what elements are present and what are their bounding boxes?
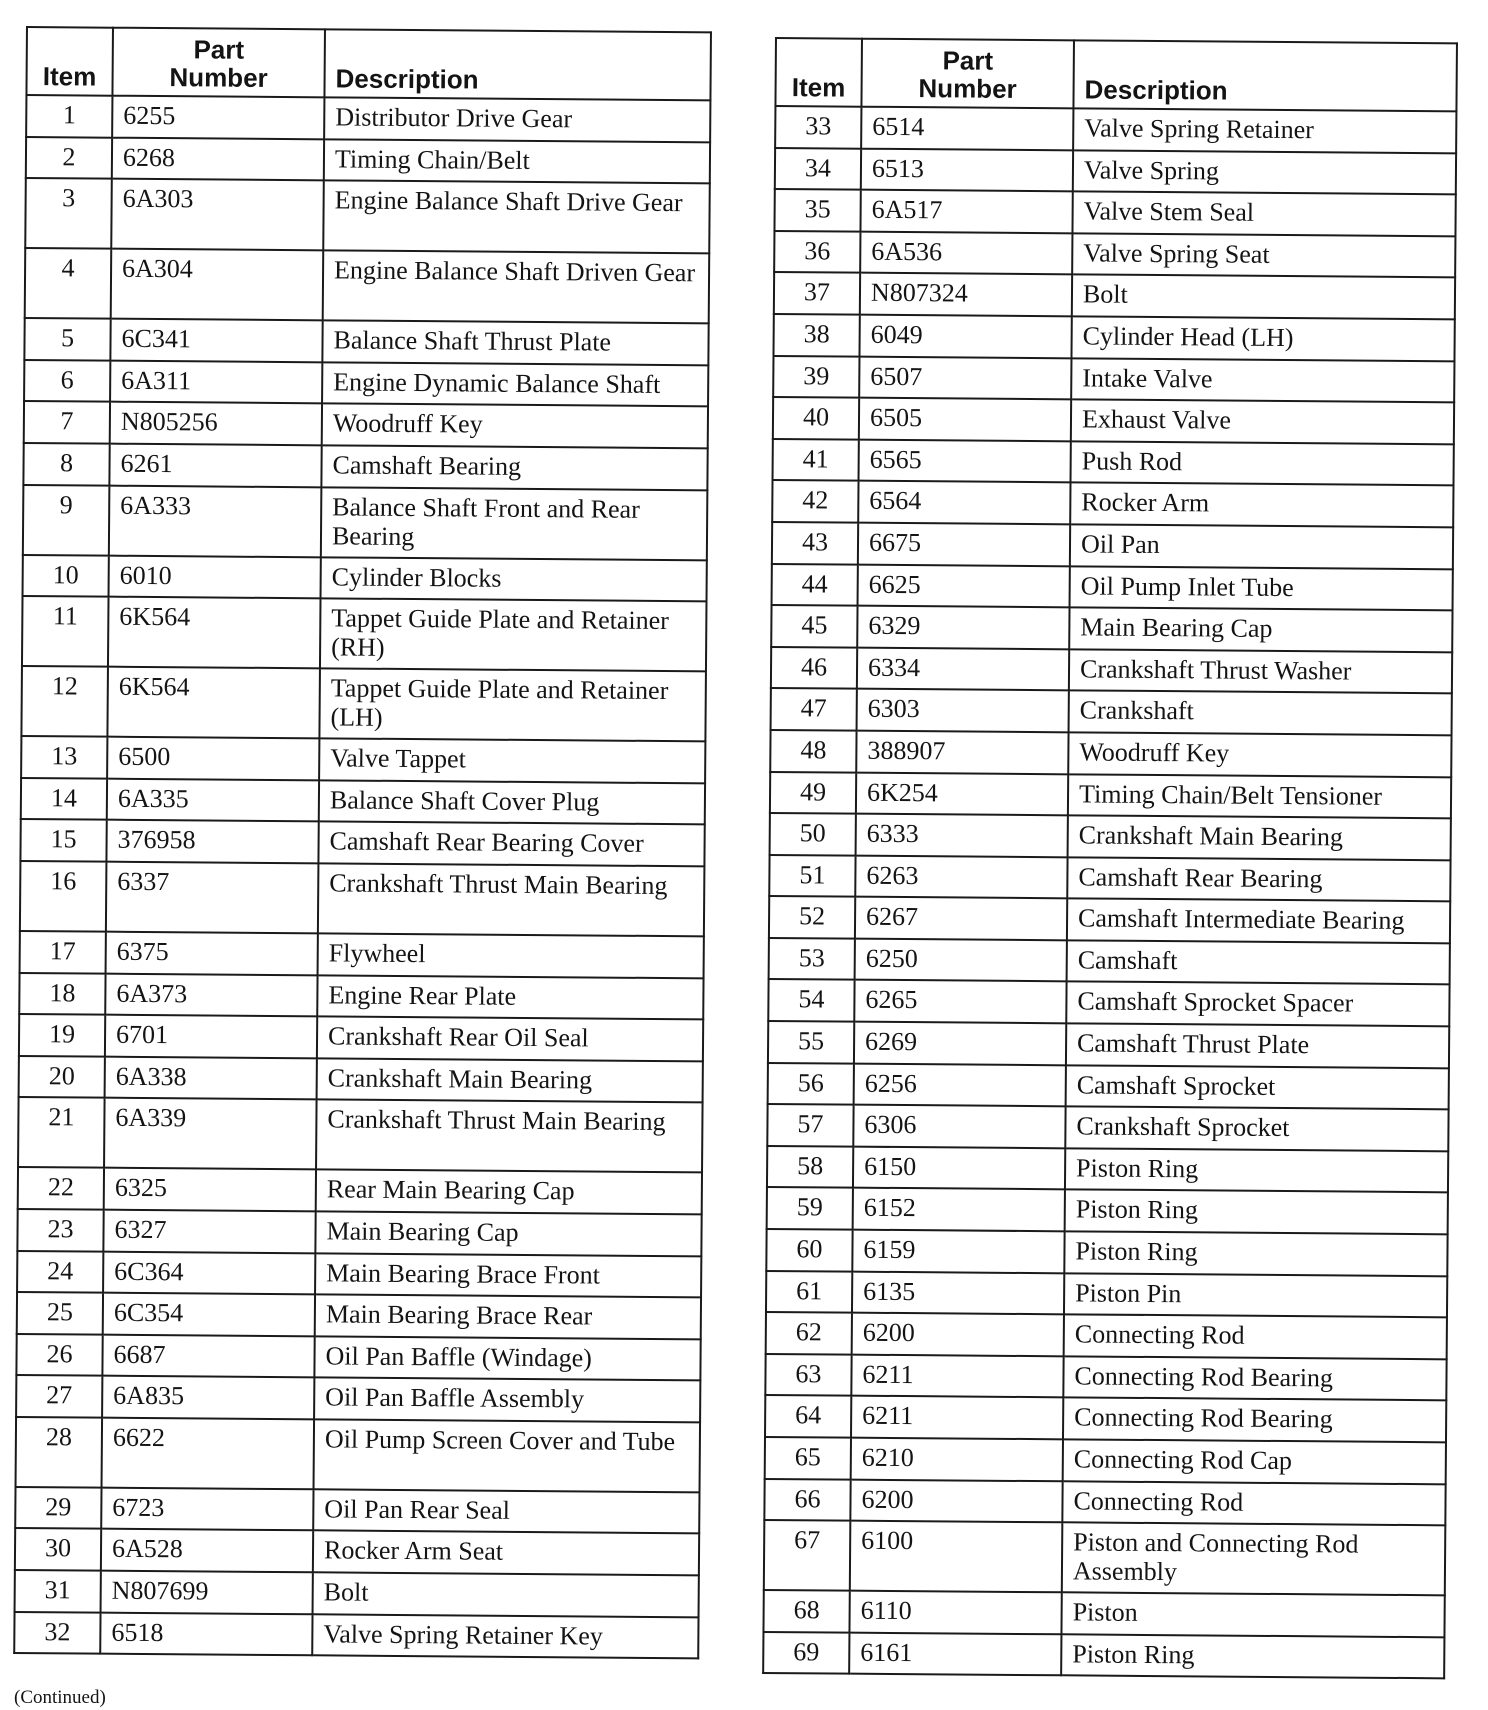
- description-cell: Woodruff Key: [1068, 732, 1451, 777]
- table-row: [20, 861, 705, 936]
- item-cell: 24: [17, 1250, 103, 1292]
- part-number-cell: 6A517: [860, 190, 1072, 233]
- table-row: [765, 1354, 1446, 1401]
- description-cell: Rear Main Bearing Cap: [316, 1170, 702, 1215]
- part-number-cell: 6161: [849, 1632, 1061, 1675]
- table-row: [763, 1590, 1444, 1637]
- item-cell: 52: [769, 896, 855, 938]
- part-number-cell: 6159: [852, 1230, 1064, 1273]
- table-row: [21, 666, 706, 741]
- table-row: [774, 272, 1455, 319]
- description-cell: Bolt: [1072, 275, 1455, 320]
- description-cell: Camshaft Sprocket Spacer: [1066, 982, 1449, 1027]
- item-cell: 61: [766, 1271, 852, 1313]
- description-cell: Flywheel: [318, 933, 704, 978]
- table-row: [25, 248, 710, 323]
- table-row: [772, 480, 1453, 527]
- part-number-cell: 6723: [101, 1488, 313, 1531]
- item-cell: 44: [772, 564, 858, 606]
- description-cell: Connecting Rod Cap: [1063, 1439, 1446, 1484]
- description-cell: Exhaust Valve: [1071, 399, 1454, 444]
- item-cell: 13: [21, 736, 107, 778]
- description-cell: Oil Pan Rear Seal: [313, 1489, 699, 1534]
- item-cell: 9: [23, 485, 110, 556]
- parts-table-left: [13, 26, 712, 1660]
- description-cell: Woodruff Key: [322, 404, 708, 449]
- item-cell: 57: [767, 1104, 853, 1146]
- description-cell: Piston: [1061, 1592, 1444, 1637]
- table-row: [23, 555, 707, 602]
- part-number-cell: 6A528: [101, 1529, 313, 1572]
- item-cell: 2: [26, 137, 112, 179]
- table-row: [772, 564, 1453, 611]
- part-number-cell: 6329: [857, 606, 1069, 649]
- table-row: [23, 443, 707, 490]
- description-cell: Timing Chain/Belt: [324, 139, 710, 184]
- part-number-cell: 6K564: [108, 597, 321, 669]
- header-part-number: [112, 28, 325, 98]
- description-cell: Balance Shaft Thrust Plate: [322, 321, 708, 366]
- part-number-cell: 6A338: [105, 1056, 317, 1099]
- item-cell: 66: [764, 1479, 850, 1521]
- table-row: [763, 1632, 1444, 1679]
- part-number-cell: 6268: [112, 137, 324, 180]
- part-number-cell: 6334: [857, 647, 1069, 690]
- item-cell: 39: [773, 356, 859, 398]
- table-row: [771, 605, 1452, 652]
- table-row: [775, 148, 1456, 195]
- part-number-cell: 6A339: [104, 1098, 317, 1170]
- table-row: [16, 1375, 700, 1422]
- part-number-cell: 6211: [851, 1396, 1063, 1439]
- table-row: [16, 1334, 700, 1381]
- part-number-cell: N807699: [101, 1571, 313, 1614]
- item-cell: 22: [18, 1167, 104, 1209]
- part-number-cell: 6200: [850, 1479, 1062, 1522]
- item-cell: 63: [765, 1354, 851, 1396]
- part-number-cell: 6675: [858, 523, 1070, 566]
- description-cell: Crankshaft Main Bearing: [1068, 815, 1451, 860]
- table-row: [18, 1097, 703, 1172]
- part-number-cell: 6C354: [103, 1293, 315, 1336]
- table-row: [775, 106, 1456, 153]
- part-number-cell: 6518: [100, 1612, 312, 1655]
- part-number-cell: 6K254: [856, 772, 1068, 815]
- table-row: [767, 1104, 1448, 1151]
- header-description: Description: [324, 29, 711, 100]
- table-row: [20, 931, 704, 978]
- table-row: [15, 1487, 699, 1534]
- item-cell: 59: [767, 1187, 853, 1229]
- item-cell: 62: [766, 1312, 852, 1354]
- description-cell: Balance Shaft Cover Plug: [319, 780, 705, 825]
- item-cell: 37: [774, 272, 860, 314]
- item-cell: 53: [769, 938, 855, 980]
- item-cell: 32: [14, 1612, 100, 1654]
- part-number-cell: 6049: [859, 315, 1071, 358]
- part-number-cell: 6150: [853, 1146, 1065, 1189]
- part-number-cell: 6505: [859, 398, 1071, 441]
- item-cell: 56: [768, 1063, 854, 1105]
- part-number-cell: 6C341: [110, 319, 322, 362]
- description-cell: Crankshaft Thrust Main Bearing: [316, 1100, 703, 1173]
- table-row: [764, 1479, 1445, 1526]
- description-cell: Camshaft Intermediate Bearing: [1067, 899, 1450, 944]
- header-description: Description: [1073, 40, 1457, 111]
- description-cell: Rocker Arm Seat: [313, 1531, 699, 1576]
- item-cell: 6: [24, 360, 110, 402]
- description-cell: Main Bearing Cap: [315, 1211, 701, 1256]
- part-number-cell: 6152: [853, 1188, 1065, 1231]
- part-number-cell: 6325: [104, 1168, 316, 1211]
- item-cell: 48: [770, 730, 856, 772]
- header-part-line1: Part: [942, 45, 994, 76]
- table-row: [772, 522, 1453, 569]
- item-cell: 36: [774, 231, 860, 273]
- item-cell: 68: [763, 1590, 849, 1632]
- item-cell: 40: [773, 397, 859, 439]
- description-cell: Crankshaft Rear Oil Seal: [317, 1016, 703, 1061]
- part-number-cell: 6500: [107, 737, 319, 780]
- item-cell: 49: [770, 771, 856, 813]
- table-row: [24, 360, 708, 407]
- part-number-cell: 6333: [856, 814, 1068, 857]
- description-cell: Rocker Arm: [1070, 483, 1453, 528]
- item-cell: 8: [23, 443, 109, 485]
- part-number-cell: 6337: [106, 862, 319, 934]
- part-number-cell: 6265: [854, 980, 1066, 1023]
- header-part-line1: Part: [193, 34, 245, 65]
- item-cell: 20: [19, 1056, 105, 1098]
- part-number-cell: 6269: [854, 1022, 1066, 1065]
- part-number-cell: 6514: [861, 107, 1073, 150]
- table-row: [25, 178, 710, 253]
- table-row: [21, 778, 705, 825]
- item-cell: 46: [771, 647, 857, 689]
- item-cell: 27: [16, 1375, 102, 1417]
- item-cell: 16: [20, 861, 107, 932]
- part-number-cell: N807324: [860, 273, 1072, 316]
- table-row: [767, 1187, 1448, 1234]
- table-row: [765, 1395, 1446, 1442]
- item-cell: 35: [774, 189, 860, 231]
- description-cell: Connecting Rod Bearing: [1063, 1398, 1446, 1443]
- description-cell: Oil Pan: [1070, 524, 1453, 569]
- item-cell: 43: [772, 522, 858, 564]
- table-row: [26, 137, 710, 184]
- part-number-cell: 6A335: [107, 778, 319, 821]
- part-number-cell: 6100: [850, 1521, 1063, 1593]
- description-cell: Crankshaft Thrust Main Bearing: [318, 863, 705, 936]
- table-row: [773, 356, 1454, 403]
- table-row: [774, 189, 1455, 236]
- part-number-cell: 6687: [102, 1334, 314, 1377]
- item-cell: 50: [770, 813, 856, 855]
- item-cell: 65: [765, 1437, 851, 1479]
- description-cell: Intake Valve: [1071, 358, 1454, 403]
- part-number-cell: 6010: [109, 555, 321, 598]
- table-row: [764, 1520, 1446, 1595]
- description-cell: Distributor Drive Gear: [324, 97, 710, 142]
- parts-table-right: [762, 37, 1458, 1680]
- part-number-cell: 6K564: [107, 667, 320, 739]
- part-number-cell: N805256: [110, 402, 322, 445]
- part-number-cell: 6565: [859, 439, 1071, 482]
- item-cell: 5: [24, 318, 110, 360]
- description-cell: Camshaft Bearing: [321, 445, 707, 490]
- description-cell: Piston Ring: [1065, 1190, 1448, 1235]
- item-cell: 64: [765, 1395, 851, 1437]
- item-cell: 7: [24, 401, 110, 443]
- table-row: [15, 1528, 699, 1575]
- part-number-cell: 6211: [851, 1354, 1063, 1397]
- table-row: [766, 1271, 1447, 1318]
- description-cell: Crankshaft Thrust Washer: [1069, 649, 1452, 694]
- table-row: [17, 1292, 701, 1339]
- part-number-cell: 6622: [102, 1418, 315, 1490]
- table-row: [17, 1250, 701, 1297]
- table-row: [773, 397, 1454, 444]
- description-cell: Engine Dynamic Balance Shaft: [322, 362, 708, 407]
- part-number-cell: 6210: [851, 1438, 1063, 1481]
- table-body-right: [763, 106, 1456, 1679]
- part-number-cell: 6255: [112, 96, 324, 139]
- item-cell: 23: [17, 1209, 103, 1251]
- description-cell: Connecting Rod: [1064, 1315, 1447, 1360]
- part-number-cell: 6375: [106, 932, 318, 975]
- part-number-cell: 6A311: [110, 360, 322, 403]
- description-cell: Crankshaft Sprocket: [1065, 1107, 1448, 1152]
- table-row: [769, 938, 1450, 985]
- description-cell: Oil Pan Baffle Assembly: [314, 1378, 700, 1423]
- item-cell: 41: [773, 439, 859, 481]
- table-row: [21, 736, 705, 783]
- description-cell: Piston Ring: [1061, 1634, 1444, 1679]
- item-cell: 69: [763, 1632, 849, 1674]
- table-row: [17, 1209, 701, 1256]
- part-number-cell: 6A304: [111, 249, 324, 321]
- part-number-cell: 6110: [849, 1591, 1061, 1634]
- table-row: [773, 439, 1454, 486]
- description-cell: Tappet Guide Plate and Retainer (LH): [319, 668, 706, 741]
- item-cell: 26: [16, 1334, 102, 1376]
- table-row: [767, 1146, 1448, 1193]
- header-row: [775, 38, 1457, 111]
- table-row: [19, 1014, 703, 1061]
- table-row: [765, 1437, 1446, 1484]
- part-number-cell: 6507: [859, 356, 1071, 399]
- header-part-line2: Number: [918, 73, 1017, 104]
- description-cell: Main Bearing Brace Rear: [315, 1294, 701, 1339]
- description-cell: Connecting Rod Bearing: [1063, 1356, 1446, 1401]
- table-row: [14, 1612, 698, 1659]
- description-cell: Camshaft Sprocket: [1066, 1065, 1449, 1110]
- description-cell: Camshaft Rear Bearing Cover: [318, 822, 704, 867]
- item-cell: 18: [19, 973, 105, 1015]
- description-cell: Crankshaft Main Bearing: [317, 1058, 703, 1103]
- description-cell: Engine Balance Shaft Drive Gear: [323, 181, 710, 254]
- item-cell: 15: [20, 819, 106, 861]
- item-cell: 47: [771, 688, 857, 730]
- item-cell: 67: [764, 1520, 851, 1591]
- description-cell: Tappet Guide Plate and Retainer (RH): [320, 598, 707, 671]
- item-cell: 31: [15, 1570, 101, 1612]
- description-cell: Valve Tappet: [319, 738, 705, 783]
- item-cell: 58: [767, 1146, 853, 1188]
- table-row: [771, 647, 1452, 694]
- item-cell: 42: [772, 480, 858, 522]
- description-cell: Piston Pin: [1064, 1273, 1447, 1318]
- part-number-cell: 6A333: [109, 485, 322, 557]
- table-row: [768, 979, 1449, 1026]
- table-row: [774, 231, 1455, 278]
- description-cell: Valve Spring Seat: [1072, 233, 1455, 278]
- table-row: [773, 314, 1454, 361]
- item-cell: 4: [25, 248, 112, 319]
- description-cell: Balance Shaft Front and Rear Bearing: [321, 487, 708, 560]
- table-row: [22, 596, 707, 671]
- description-cell: Valve Spring Retainer Key: [312, 1614, 698, 1659]
- item-cell: 17: [20, 931, 106, 973]
- item-cell: 19: [19, 1014, 105, 1056]
- table-row: [19, 973, 703, 1020]
- part-number-cell: 6263: [855, 855, 1067, 898]
- part-number-cell: 6261: [109, 444, 321, 487]
- description-cell: Connecting Rod: [1062, 1481, 1445, 1526]
- description-cell: Cylinder Head (LH): [1071, 316, 1454, 361]
- table-row: [766, 1229, 1447, 1276]
- item-cell: 38: [773, 314, 859, 356]
- description-cell: Timing Chain/Belt Tensioner: [1068, 774, 1451, 819]
- item-cell: 12: [21, 666, 108, 737]
- description-cell: Crankshaft: [1069, 691, 1452, 736]
- part-number-cell: 6200: [852, 1313, 1064, 1356]
- item-cell: 55: [768, 1021, 854, 1063]
- table-row: [15, 1570, 699, 1617]
- part-number-cell: 6A303: [111, 179, 324, 251]
- part-number-cell: 6A536: [860, 231, 1072, 274]
- table-row: [24, 318, 708, 365]
- item-cell: 25: [17, 1292, 103, 1334]
- table-row: [770, 771, 1451, 818]
- item-cell: 45: [771, 605, 857, 647]
- table-row: [26, 95, 710, 142]
- description-cell: Engine Rear Plate: [317, 975, 703, 1020]
- item-cell: 29: [15, 1487, 101, 1529]
- item-cell: 60: [766, 1229, 852, 1271]
- item-cell: 21: [18, 1097, 105, 1168]
- description-cell: Valve Stem Seal: [1072, 192, 1455, 237]
- part-number-cell: 6C364: [103, 1251, 315, 1294]
- part-number-cell: 6306: [853, 1105, 1065, 1148]
- table-row: [770, 813, 1451, 860]
- table-row: [769, 855, 1450, 902]
- continued-note: (Continued): [14, 1687, 106, 1708]
- item-cell: 54: [768, 979, 854, 1021]
- description-cell: Camshaft Rear Bearing: [1067, 857, 1450, 902]
- part-number-cell: 6625: [858, 564, 1070, 607]
- part-number-cell: 6513: [861, 148, 1073, 191]
- description-cell: Oil Pump Inlet Tube: [1070, 566, 1453, 611]
- item-cell: 1: [26, 95, 112, 137]
- table-row: [770, 730, 1451, 777]
- item-cell: 51: [769, 855, 855, 897]
- description-cell: Oil Pan Baffle (Windage): [314, 1336, 700, 1381]
- table-row: [768, 1021, 1449, 1068]
- item-cell: 30: [15, 1528, 101, 1570]
- description-cell: Cylinder Blocks: [321, 557, 707, 602]
- part-number-cell: 6701: [105, 1015, 317, 1058]
- table-row: [20, 819, 704, 866]
- description-cell: Push Rod: [1071, 441, 1454, 486]
- header-part-line2: Number: [169, 62, 268, 93]
- table-row: [768, 1063, 1449, 1110]
- table-row: [23, 485, 708, 560]
- item-cell: 28: [16, 1417, 103, 1488]
- description-cell: Valve Spring Retainer: [1073, 108, 1456, 153]
- header-row: [26, 27, 711, 100]
- description-cell: Main Bearing Cap: [1069, 607, 1452, 652]
- table-row: [769, 896, 1450, 943]
- table-row: [16, 1417, 701, 1492]
- part-number-cell: 6256: [854, 1063, 1066, 1106]
- item-cell: 11: [22, 596, 109, 667]
- item-cell: 14: [21, 778, 107, 820]
- part-number-cell: 6135: [852, 1271, 1064, 1314]
- part-number-cell: 6564: [858, 481, 1070, 524]
- item-cell: 10: [23, 555, 109, 597]
- table-body-left: [14, 95, 710, 1659]
- part-number-cell: 6250: [855, 939, 1067, 982]
- description-cell: Camshaft: [1067, 940, 1450, 985]
- part-number-cell: 388907: [856, 731, 1068, 774]
- table-row: [771, 688, 1452, 735]
- part-number-cell: 6327: [103, 1210, 315, 1253]
- item-cell: 33: [775, 106, 861, 148]
- item-cell: 34: [775, 148, 861, 190]
- table-row: [18, 1167, 702, 1214]
- description-cell: Piston Ring: [1064, 1231, 1447, 1276]
- header-item: Item: [26, 27, 113, 96]
- header-item: Item: [775, 38, 862, 107]
- description-cell: Bolt: [313, 1572, 699, 1617]
- part-number-cell: 6A373: [105, 973, 317, 1016]
- header-part-number: [861, 39, 1074, 109]
- description-cell: Main Bearing Brace Front: [315, 1253, 701, 1298]
- description-cell: Piston and Connecting Rod Assembly: [1062, 1522, 1446, 1595]
- table-row: [19, 1056, 703, 1103]
- part-number-cell: 6303: [857, 689, 1069, 732]
- table-row: [24, 401, 708, 448]
- description-cell: Camshaft Thrust Plate: [1066, 1023, 1449, 1068]
- part-number-cell: 6A835: [102, 1376, 314, 1419]
- description-cell: Engine Balance Shaft Driven Gear: [323, 251, 710, 324]
- table-row: [766, 1312, 1447, 1359]
- description-cell: Oil Pump Screen Cover and Tube: [314, 1419, 701, 1492]
- item-cell: 3: [25, 178, 112, 249]
- part-number-cell: 376958: [106, 820, 318, 863]
- description-cell: Piston Ring: [1065, 1148, 1448, 1193]
- description-cell: Valve Spring: [1073, 150, 1456, 195]
- part-number-cell: 6267: [855, 897, 1067, 940]
